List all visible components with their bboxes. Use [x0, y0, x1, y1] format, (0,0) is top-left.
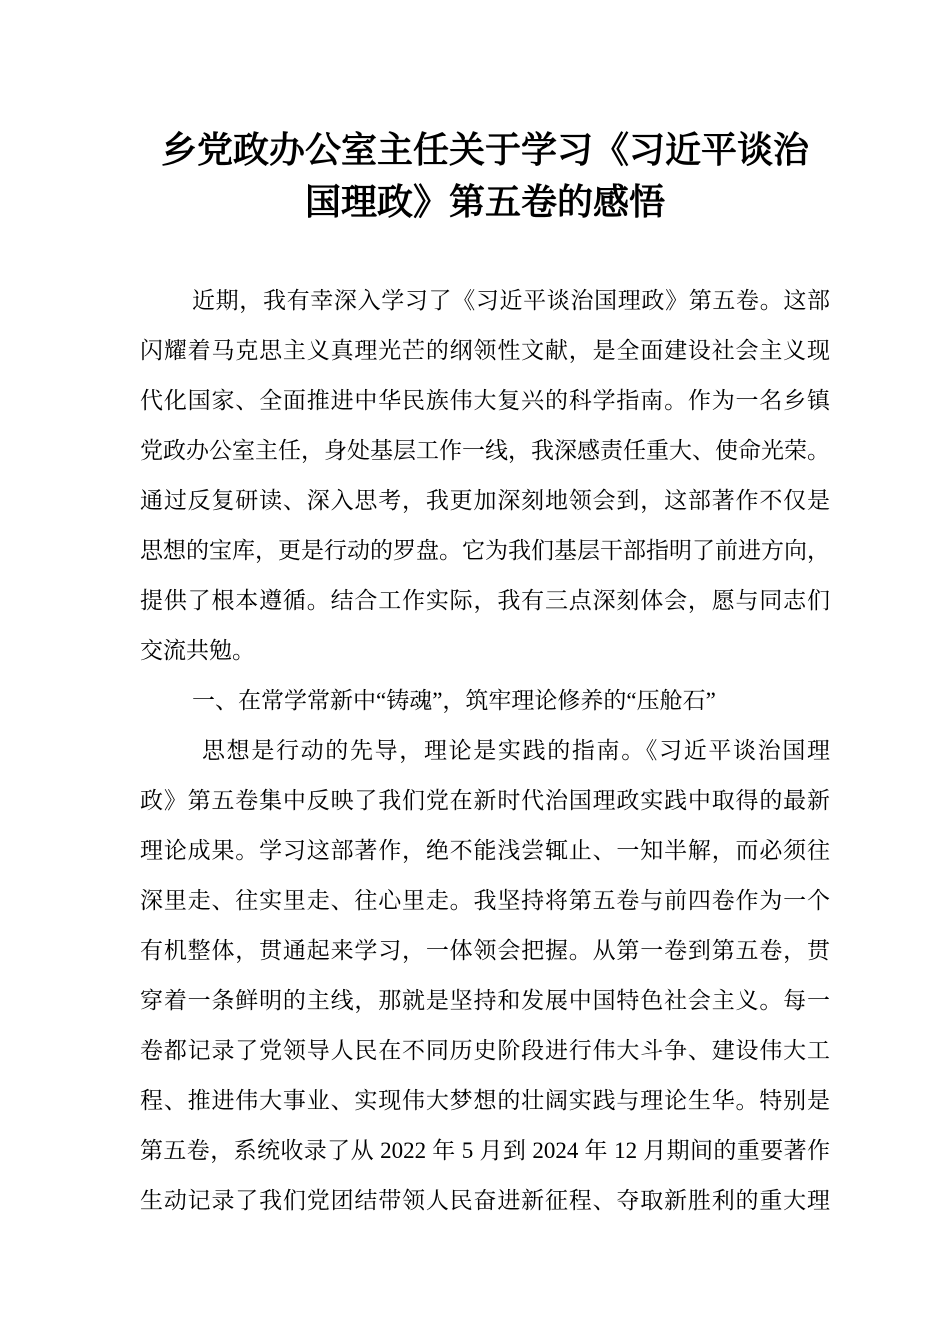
body-line: 通过反复研读、深入思考，我更加深刻地领会到，这部著作不仅是 — [140, 488, 830, 513]
section-1-paragraph — [140, 726, 830, 1226]
title-line-2: 国理政》第五卷的感悟 — [304, 181, 665, 222]
intro-paragraph — [140, 276, 830, 676]
body-line: 穿着一条鲜明的主线，那就是坚持和发展中国特色社会主义。每一 — [140, 988, 830, 1013]
body-line: 有机整体，贯通起来学习，一体领会把握。从第一卷到第五卷，贯 — [140, 938, 830, 963]
body-line: 提供了根本遵循。结合工作实际，我有三点深刻体会，愿与同志们 — [140, 588, 830, 613]
body-line: 思想的宝库，更是行动的罗盘。它为我们基层干部指明了前进方向， — [140, 538, 830, 563]
section-heading-1: 一、在常学常新中“铸魂”，筑牢理论修养的“压舱石” — [192, 688, 716, 713]
body-line: 近期，我有幸深入学习了《习近平谈治国理政》第五卷。这部 — [192, 288, 830, 313]
document-title — [140, 124, 830, 228]
body-line: 第五卷，系统收录了从 2022 年 5 月到 2024 年 12 月期间的重要著作 — [140, 1138, 830, 1163]
title-line-1: 乡党政办公室主任关于学习《习近平谈治 — [160, 129, 809, 170]
body-line: 程、推进伟大事业、实现伟大梦想的壮阔实践与理论生华。特别是 — [140, 1088, 830, 1113]
body-line: 理论成果。学习这部著作，绝不能浅尝辄止、一知半解，而必须往 — [140, 838, 830, 863]
body-line: 交流共勉。 — [140, 638, 255, 663]
body-line: 闪耀着马克思主义真理光芒的纲领性文献，是全面建设社会主义现 — [140, 338, 830, 363]
body-line: 政》第五卷集中反映了我们党在新时代治国理政实践中取得的最新 — [140, 788, 830, 813]
body-line: 思想是行动的先导，理论是实践的指南。《习近平谈治国理 — [202, 738, 830, 763]
body-line: 代化国家、全面推进中华民族伟大复兴的科学指南。作为一名乡镇 — [140, 388, 830, 413]
body-line: 卷都记录了党领导人民在不同历史阶段进行伟大斗争、建设伟大工 — [140, 1038, 830, 1063]
body-line: 党政办公室主任，身处基层工作一线，我深感责任重大、使命光荣。 — [140, 438, 830, 463]
body-line: 深里走、往实里走、往心里走。我坚持将第五卷与前四卷作为一个 — [140, 888, 830, 913]
body-line: 生动记录了我们党团结带领人民奋进新征程、夺取新胜利的重大理 — [140, 1188, 830, 1213]
